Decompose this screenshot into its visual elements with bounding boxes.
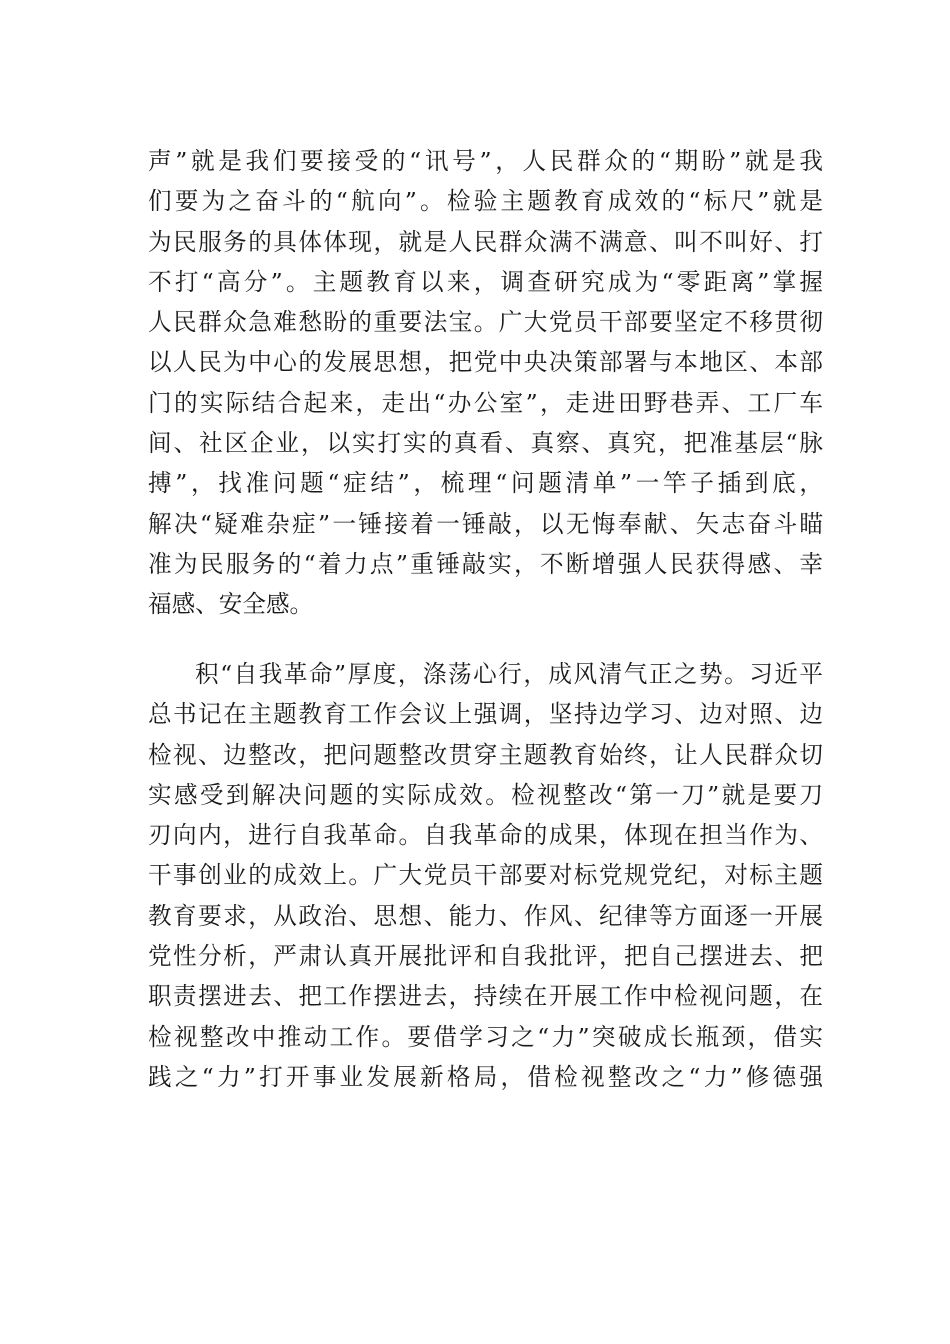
text-line: 检视整改中推动工作。要借学习之“力”突破成长瓶颈，借实 xyxy=(148,1022,823,1051)
text-line: 干事创业的成效上。广大党员干部要对标党规党纪，对标主题 xyxy=(148,861,823,890)
text-line: 检视、边整改，把问题整改贯穿主题教育始终，让人民群众切 xyxy=(148,740,823,769)
text-line: 实感受到解决问题的实际成效。检视整改“第一刀”就是要刀 xyxy=(148,780,823,809)
text-line: 党性分析，严肃认真开展批评和自我批评，把自己摆进去、把 xyxy=(148,942,823,971)
text-line: 积“自我革命”厚度，涤荡心行，成风清气正之势。习近平 xyxy=(195,660,823,688)
text-line: 践之“力”打开事业发展新格局，借检视整改之“力”修德强 xyxy=(148,1062,823,1091)
text-line: 们要为之奋斗的“航向”。检验主题教育成效的“标尺”就是 xyxy=(148,187,823,216)
text-line: 福感、安全感。 xyxy=(148,590,314,619)
text-line: 为民服务的具体体现，就是人民群众满不满意、叫不叫好、打 xyxy=(148,227,823,256)
paragraph-2 xyxy=(148,654,823,1097)
text-line: 搏”，找准问题“症结”，梳理“问题清单”一竿子插到底， xyxy=(148,469,823,498)
text-line: 人民群众急难愁盼的重要法宝。广大党员干部要坚定不移贯彻 xyxy=(148,308,823,337)
text-line: 门的实际结合起来，走出“办公室”，走进田野巷弄、工厂车 xyxy=(148,388,823,417)
text-line: 总书记在主题教育工作会议上强调，坚持边学习、边对照、边 xyxy=(148,700,823,729)
paragraph-1 xyxy=(148,141,823,625)
text-line: 不打“高分”。主题教育以来，调查研究成为“零距离”掌握 xyxy=(148,267,823,296)
text-line: 教育要求，从政治、思想、能力、作风、纪律等方面逐一开展 xyxy=(148,901,823,930)
text-line: 以人民为中心的发展思想，把党中央决策部署与本地区、本部 xyxy=(148,348,823,377)
text-line: 声”就是我们要接受的“讯号”，人民群众的“期盼”就是我 xyxy=(148,147,823,175)
text-line: 解决“疑难杂症”一锤接着一锤敲，以无悔奉献、矢志奋斗瞄 xyxy=(148,509,823,538)
text-line: 职责摆进去、把工作摆进去，持续在开展工作中检视问题，在 xyxy=(148,982,823,1011)
text-line: 间、社区企业，以实打实的真看、真察、真究，把准基层“脉 xyxy=(148,429,823,458)
text-line: 准为民服务的“着力点”重锤敲实，不断增强人民获得感、幸 xyxy=(148,549,823,578)
text-line: 刃向内，进行自我革命。自我革命的成果，体现在担当作为、 xyxy=(148,821,823,850)
